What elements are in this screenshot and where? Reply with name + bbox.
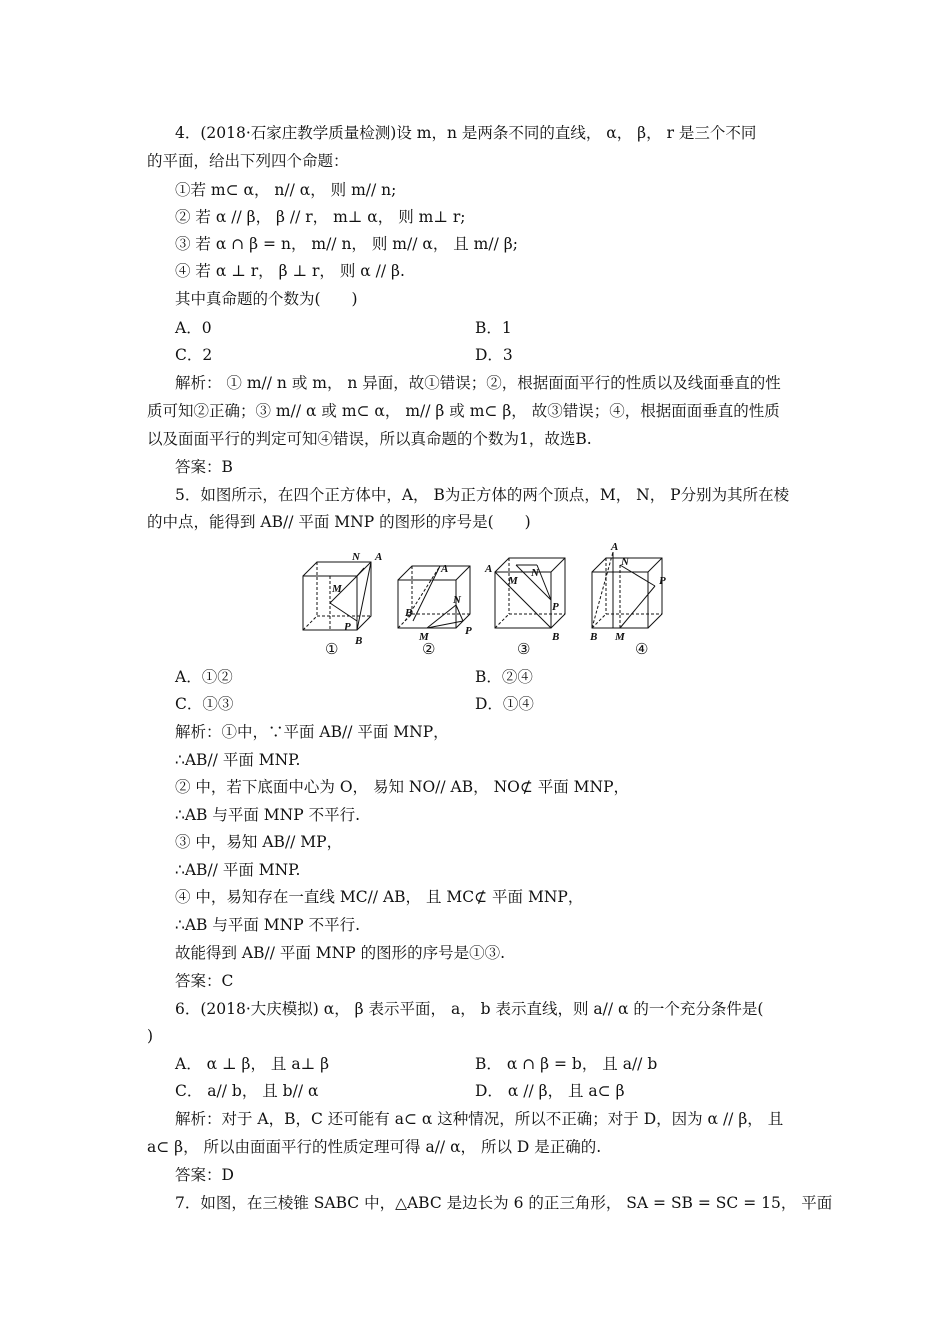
q5-option-a: A．①② bbox=[175, 668, 233, 686]
fig2-label-b: B bbox=[405, 607, 413, 619]
fig4-label-p: P bbox=[659, 575, 666, 587]
fig2-label-n: N bbox=[453, 594, 461, 606]
q5-solution-4: ∴AB 与平面 MNP 不平行. bbox=[175, 806, 361, 824]
q4-proposition-4: ④ 若 α ⊥ r， β ⊥ r， 则 α // β. bbox=[175, 262, 405, 280]
fig3-label-b: B bbox=[552, 631, 560, 643]
fig1-label-m: M bbox=[332, 583, 342, 595]
q4-stem-line1: 4．(2018·石家庄教学质量检测)设 m，n 是两条不同的直线， α， β， r 是三个不同 bbox=[175, 124, 757, 142]
q4-option-d: D．3 bbox=[475, 346, 513, 364]
q5-solution-8: ∴AB 与平面 MNP 不平行. bbox=[175, 916, 361, 934]
q5-answer: 答案：C bbox=[175, 972, 234, 990]
q4-proposition-3: ③ 若 α ∩ β = n， m// n， 则 m// α， 且 m// β; bbox=[175, 235, 518, 253]
cube-figure-1 bbox=[303, 562, 371, 630]
fig3-label-a: A bbox=[485, 563, 493, 575]
q5-solution-6: ∴AB// 平面 MNP. bbox=[175, 861, 301, 879]
fig1-label-a: A bbox=[375, 551, 383, 563]
q6-solution-line1: 解析：对于 A，B，C 还可能有 a⊂ α 这种情况，所以不正确；对于 D，因为 α // β， 且 bbox=[175, 1110, 784, 1128]
q4-option-c: C．2 bbox=[175, 346, 213, 364]
fig4-label-m: M bbox=[615, 631, 625, 643]
fig2-label-a: A bbox=[441, 563, 449, 575]
q6-solution-line2: a⊂ β， 所以由面面平行的性质定理可得 a// α， 所以 D 是正确的. bbox=[147, 1138, 602, 1156]
fig-caption-2: ② bbox=[422, 640, 436, 658]
fig-caption-1: ① bbox=[325, 640, 339, 658]
fig2-label-p: P bbox=[465, 625, 472, 637]
q5-option-d: D．①④ bbox=[475, 695, 534, 713]
q4-proposition-1: ①若 m⊂ α， n// α， 则 m// n; bbox=[175, 181, 397, 199]
q4-solution-line2: 质可知②正确；③ m// α 或 m⊂ α， m// β 或 m⊂ β， 故③错误；④，根据面面垂直的性质 bbox=[147, 402, 780, 420]
q6-option-d: D． α // β， 且 a⊂ β bbox=[475, 1082, 625, 1100]
q5-solution-3: ② 中，若下底面中心为 O， 易知 NO// AB， NO⊄ 平面 MNP， bbox=[175, 778, 630, 796]
q5-solution-7: ④ 中，易知存在一直线 MC// AB， 且 MC⊄ 平面 MNP， bbox=[175, 888, 584, 906]
q5-solution-5: ③ 中，易知 AB// MP， bbox=[175, 833, 343, 851]
fig4-label-n: N bbox=[621, 556, 629, 568]
fig3-label-n: N bbox=[531, 567, 539, 579]
q4-option-a: A．0 bbox=[175, 319, 212, 337]
q4-option-b: B．1 bbox=[475, 319, 512, 337]
q4-proposition-2: ② 若 α // β， β // r， m⊥ α， 则 m⊥ r; bbox=[175, 208, 466, 226]
q7-stem-line1: 7．如图，在三棱锥 SABC 中，△ABC 是边长为 6 的正三角形， SA = SB = SC = 15， 平面 bbox=[175, 1194, 833, 1212]
cube-figure-3 bbox=[495, 558, 565, 628]
cube-figures bbox=[295, 540, 695, 660]
q6-option-a: A． α ⊥ β， 且 a⊥ β bbox=[175, 1055, 330, 1073]
q6-stem-line2: ) bbox=[147, 1027, 154, 1045]
fig2-label-m: M bbox=[419, 631, 429, 643]
q5-solution-9: 故能得到 AB// 平面 MNP 的图形的序号是①③. bbox=[175, 944, 506, 962]
fig1-label-p: P bbox=[344, 621, 351, 633]
q4-solution-line1: 解析： ① m// n 或 m， n 异面，故①错误；②，根据面面平行的性质以及线面垂直的性 bbox=[175, 374, 781, 392]
fig1-label-n: N bbox=[352, 551, 360, 563]
q4-solution-line3: 以及面面平行的判定可知④错误，所以真命题的个数为1，故选B. bbox=[147, 430, 592, 448]
q4-stem-line2: 的平面，给出下列四个命题： bbox=[147, 152, 349, 170]
q6-stem-line1: 6．(2018·大庆模拟) α， β 表示平面， a， b 表示直线，则 a// α 的一个充分条件是( bbox=[175, 1000, 764, 1018]
q4-answer: 答案：B bbox=[175, 458, 233, 476]
q6-answer: 答案：D bbox=[175, 1166, 234, 1184]
fig1-label-b: B bbox=[355, 635, 363, 647]
q5-solution-2: ∴AB// 平面 MNP. bbox=[175, 751, 301, 769]
q5-option-c: C．①③ bbox=[175, 695, 234, 713]
fig3-label-p: P bbox=[552, 601, 559, 613]
fig4-label-b: B bbox=[590, 631, 598, 643]
fig4-label-a: A bbox=[611, 541, 619, 553]
q6-option-b: B． α ∩ β = b， 且 a// b bbox=[475, 1055, 658, 1073]
q5-stem-line2: 的中点，能得到 AB// 平面 MNP 的图形的序号是( ) bbox=[147, 513, 531, 531]
fig-caption-3: ③ bbox=[517, 640, 531, 658]
q4-question: 其中真命题的个数为( ) bbox=[175, 290, 358, 308]
q5-stem-line1: 5．如图所示，在四个正方体中，A， B为正方体的两个顶点，M， N， P分别为其所在棱 bbox=[175, 486, 790, 504]
q5-option-b: B．②④ bbox=[475, 668, 533, 686]
q5-solution-1: 解析：①中，∵平面 AB// 平面 MNP， bbox=[175, 723, 449, 741]
fig-caption-4: ④ bbox=[635, 640, 649, 658]
fig3-label-m: M bbox=[508, 575, 518, 587]
q6-option-c: C． a// b， 且 b// α bbox=[175, 1082, 319, 1100]
